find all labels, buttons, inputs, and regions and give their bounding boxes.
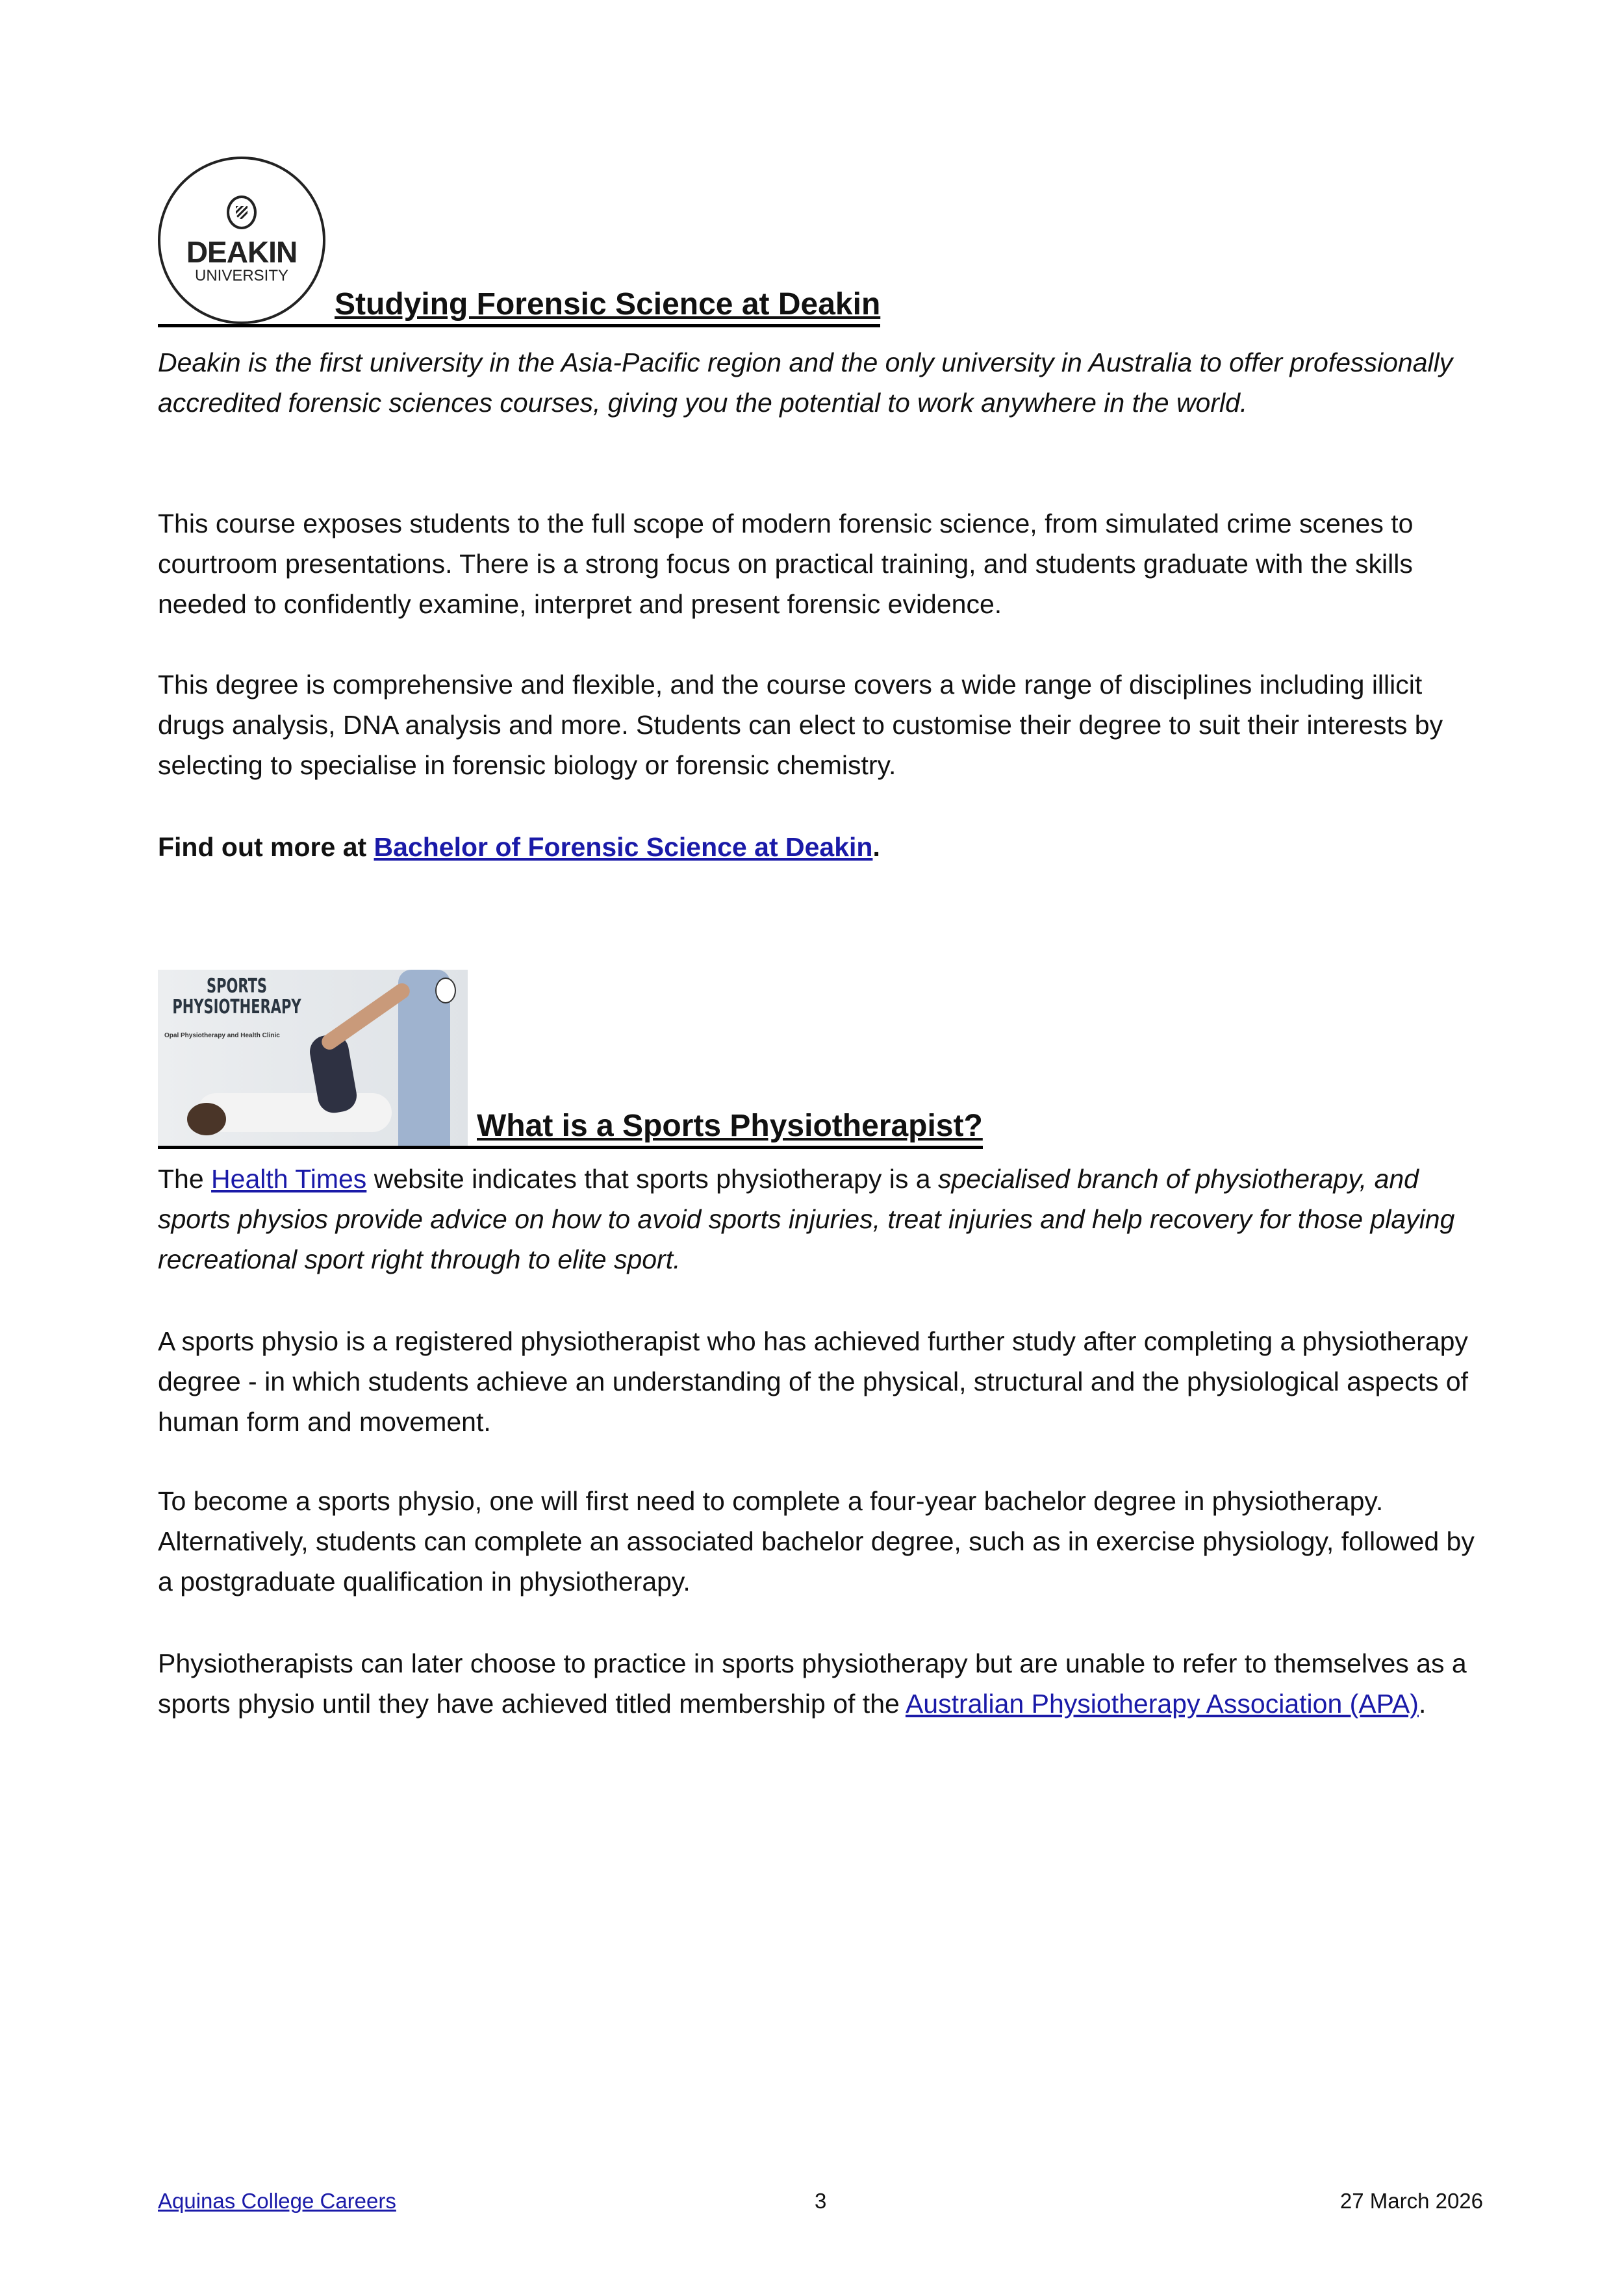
p4-suffix: . xyxy=(1418,1689,1427,1719)
section-forensic-heading-row xyxy=(158,157,880,327)
footer-date: 27 March 2026 xyxy=(1339,2189,1483,2213)
image-subtitle: Opal Physiotherapy and Health Clinic xyxy=(164,1032,280,1039)
deakin-university-logo xyxy=(158,157,325,324)
physio-para-3: To become a sports physio, one will first need to complete a four-year bachelor degree in physiotherapy. Alternatively, students can complete an associated bachelor degree, such as in exercise physiology, followed by a postgraduate qualification in physiotherapy. xyxy=(158,1486,1475,1596)
section-physio-heading-row xyxy=(158,970,983,1149)
health-times-link[interactable]: Health Times xyxy=(211,1164,367,1194)
p1-prefix: The xyxy=(158,1164,212,1194)
section-heading-physio: What is a Sports Physiotherapist? xyxy=(477,1109,983,1143)
logo-sub-text: UNIVERSITY xyxy=(194,267,289,284)
section-heading-forensic: Studying Forensic Science at Deakin xyxy=(335,287,881,322)
forensic-intro: Deakin is the first university in the Asia-Pacific region and the only university in Australia to offer professionally accredited forensic sciences courses, giving you the potential to work anywhere in the world. xyxy=(158,347,1453,418)
forensic-course-link[interactable]: Bachelor of Forensic Science at Deakin xyxy=(374,832,873,862)
p1-italic: specialised branch of physiotherapy, and sports physios provide advice on how to avoid sports injuries, treat injuries and help recovery for those playing recreational sport right through to elite sport. xyxy=(158,1164,1455,1274)
physio-para-4 xyxy=(158,1643,1490,1724)
p1-mid: website indicates that sports physiotherapy is a xyxy=(366,1164,938,1194)
find-more-prefix: Find out more at xyxy=(158,832,374,862)
sports-physiotherapy-image xyxy=(158,970,468,1146)
physio-para-1 xyxy=(158,1159,1490,1280)
apa-link[interactable]: Australian Physiotherapy Association (APA) xyxy=(905,1689,1419,1719)
deakin-crest-icon xyxy=(227,196,257,229)
forensic-para-2: This course exposes students to the full scope of modern forensic science, from simulated crime scenes to courtroom presentations. There is a strong focus on practical training, and students graduate with the skills needed to confidently examine, interpret and present forensic evidence. xyxy=(158,509,1414,619)
find-more-suffix: . xyxy=(872,832,880,862)
find-out-more xyxy=(158,827,1490,867)
logo-main-text: DEAKIN xyxy=(186,235,298,269)
p4-prefix: Physiotherapists can later choose to practice in sports physiotherapy but are unable to refer to themselves as a sports physio until they have achieved titled membership of the xyxy=(158,1648,1467,1719)
physio-para-2: A sports physio is a registered physiotherapist who has achieved further study after completing a physiotherapy degree - in which students achieve an understanding of the physical, structural and the physiological aspects of human form and movement. xyxy=(158,1326,1469,1437)
forensic-para-3: This degree is comprehensive and flexible, and the course covers a wide range of disciplines including illicit drugs analysis, DNA analysis and more. Students can elect to customise their degree to suit their interests by selecting to specialise in forensic biology or forensic chemistry. xyxy=(158,670,1443,780)
page-number: 3 xyxy=(815,2189,827,2213)
image-title: SPORTS PHYSIOTHERAPY xyxy=(172,975,301,1018)
footer-careers-link[interactable]: Aquinas College Careers xyxy=(158,2189,396,2213)
